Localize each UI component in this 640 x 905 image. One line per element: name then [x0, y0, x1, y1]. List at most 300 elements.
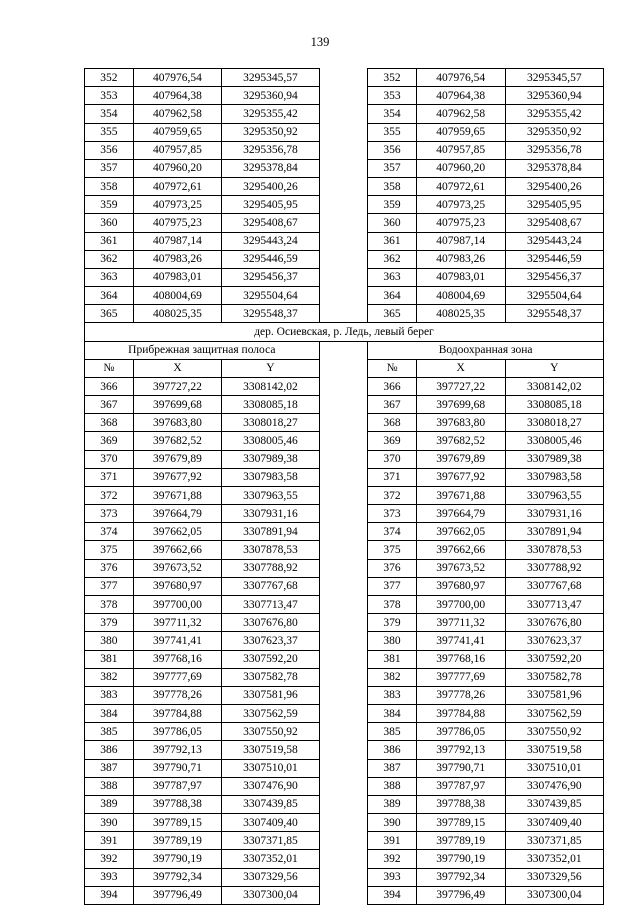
column-gap — [319, 705, 368, 723]
table-row — [85, 178, 604, 196]
right-point-number: 384 — [368, 705, 417, 723]
table-row — [85, 196, 604, 214]
right-coord-x: 407983,26 — [416, 250, 505, 268]
right-coord-y: 3307371,85 — [505, 832, 603, 850]
column-gap — [319, 287, 368, 305]
right-point-number: 373 — [368, 505, 417, 523]
left-coord-y: 3307439,85 — [222, 795, 319, 813]
table-row — [85, 668, 604, 686]
right-point-number: 366 — [368, 377, 417, 395]
left-coord-y: 3307562,59 — [222, 705, 319, 723]
right-coord-x: 397789,15 — [416, 814, 505, 832]
right-point-number: 387 — [368, 759, 417, 777]
left-coord-x: 397699,68 — [133, 396, 222, 414]
right-point-number: 380 — [368, 632, 417, 650]
left-coord-y: 3295360,94 — [222, 87, 319, 105]
left-coord-y: 3295405,95 — [222, 196, 319, 214]
left-coord-x: 407957,85 — [133, 141, 222, 159]
left-point-number: 388 — [85, 777, 134, 795]
right-coord-x: 397671,88 — [416, 486, 505, 504]
right-coord-y: 3307983,58 — [505, 468, 603, 486]
left-coord-x: 397786,05 — [133, 723, 222, 741]
right-coord-x: 407957,85 — [416, 141, 505, 159]
right-coord-y: 3295456,37 — [505, 268, 603, 286]
table-row — [85, 632, 604, 650]
left-point-number: 367 — [85, 396, 134, 414]
table-row — [85, 523, 604, 541]
column-gap — [319, 614, 368, 632]
column-gap — [319, 759, 368, 777]
left-coord-x: 407972,61 — [133, 178, 222, 196]
right-coord-x: 397778,26 — [416, 686, 505, 704]
left-point-number: 355 — [85, 123, 134, 141]
left-coord-y: 3307371,85 — [222, 832, 319, 850]
left-coord-x: 397711,32 — [133, 614, 222, 632]
left-coord-y: 3307519,58 — [222, 741, 319, 759]
table-row — [85, 505, 604, 523]
left-point-number: 391 — [85, 832, 134, 850]
table-body-top — [85, 69, 604, 323]
table-row — [85, 159, 604, 177]
right-coord-y: 3295548,37 — [505, 305, 603, 323]
left-coord-x: 397680,97 — [133, 577, 222, 595]
column-gap — [319, 159, 368, 177]
left-coord-y: 3295456,37 — [222, 268, 319, 286]
table-row — [85, 268, 604, 286]
header-number: № — [85, 359, 134, 377]
right-table-title: Водоохранная зона — [368, 341, 604, 359]
table-row — [85, 595, 604, 613]
right-point-number: 381 — [368, 650, 417, 668]
left-point-number: 389 — [85, 795, 134, 813]
right-coord-x: 407972,61 — [416, 178, 505, 196]
right-point-number: 379 — [368, 614, 417, 632]
right-coord-x: 397789,19 — [416, 832, 505, 850]
column-gap — [319, 486, 368, 504]
right-point-number: 377 — [368, 577, 417, 595]
left-point-number: 376 — [85, 559, 134, 577]
left-coord-x: 407983,26 — [133, 250, 222, 268]
column-gap — [319, 886, 368, 904]
right-coord-y: 3307352,01 — [505, 850, 603, 868]
right-point-number: 386 — [368, 741, 417, 759]
left-point-number: 382 — [85, 668, 134, 686]
right-coord-y: 3295355,42 — [505, 105, 603, 123]
right-coord-x: 397682,52 — [416, 432, 505, 450]
column-gap — [319, 123, 368, 141]
column-gap — [319, 505, 368, 523]
left-point-number: 362 — [85, 250, 134, 268]
column-gap — [319, 468, 368, 486]
right-coord-x: 397679,89 — [416, 450, 505, 468]
table-row — [85, 559, 604, 577]
left-coord-x: 397789,15 — [133, 814, 222, 832]
right-coord-x: 408025,35 — [416, 305, 505, 323]
right-coord-x: 397790,19 — [416, 850, 505, 868]
column-gap — [319, 305, 368, 323]
table-row — [85, 250, 604, 268]
left-coord-y: 3295356,78 — [222, 141, 319, 159]
column-gap — [319, 196, 368, 214]
left-point-number: 383 — [85, 686, 134, 704]
left-coord-y: 3307409,40 — [222, 814, 319, 832]
left-coord-x: 397664,79 — [133, 505, 222, 523]
left-point-number: 377 — [85, 577, 134, 595]
left-coord-y: 3307983,58 — [222, 468, 319, 486]
left-table-title: Прибрежная защитная полоса — [85, 341, 320, 359]
left-coord-x: 407976,54 — [133, 69, 222, 87]
right-coord-y: 3307989,38 — [505, 450, 603, 468]
left-point-number: 370 — [85, 450, 134, 468]
right-point-number: 361 — [368, 232, 417, 250]
right-coord-x: 407983,01 — [416, 268, 505, 286]
column-gap — [319, 214, 368, 232]
table-row — [85, 377, 604, 395]
left-point-number: 380 — [85, 632, 134, 650]
right-point-number: 394 — [368, 886, 417, 904]
left-point-number: 393 — [85, 868, 134, 886]
table-row — [85, 832, 604, 850]
column-gap — [319, 523, 368, 541]
left-coord-x: 397673,52 — [133, 559, 222, 577]
left-point-number: 354 — [85, 105, 134, 123]
table-row — [85, 886, 604, 904]
right-coord-y: 3308085,18 — [505, 396, 603, 414]
page-number: 139 — [310, 35, 330, 49]
left-coord-x: 407960,20 — [133, 159, 222, 177]
right-coord-y: 3307581,96 — [505, 686, 603, 704]
left-point-number: 381 — [85, 650, 134, 668]
left-coord-x: 397741,41 — [133, 632, 222, 650]
right-point-number: 358 — [368, 178, 417, 196]
right-coord-y: 3307439,85 — [505, 795, 603, 813]
right-coord-x: 397683,80 — [416, 414, 505, 432]
table-row — [85, 414, 604, 432]
table-row — [85, 723, 604, 741]
left-point-number: 365 — [85, 305, 134, 323]
table-row — [85, 450, 604, 468]
right-point-number: 360 — [368, 214, 417, 232]
right-point-number: 372 — [368, 486, 417, 504]
left-point-number: 353 — [85, 87, 134, 105]
right-point-number: 356 — [368, 141, 417, 159]
left-coord-y: 3295400,26 — [222, 178, 319, 196]
left-coord-y: 3295446,59 — [222, 250, 319, 268]
right-point-number: 353 — [368, 87, 417, 105]
column-gap — [319, 595, 368, 613]
right-coord-y: 3307409,40 — [505, 814, 603, 832]
right-coord-y: 3307519,58 — [505, 741, 603, 759]
right-coord-y: 3307300,04 — [505, 886, 603, 904]
left-coord-x: 397787,97 — [133, 777, 222, 795]
left-coord-y: 3295548,37 — [222, 305, 319, 323]
right-coord-x: 397677,92 — [416, 468, 505, 486]
table-row — [85, 650, 604, 668]
left-coord-y: 3307550,92 — [222, 723, 319, 741]
right-coord-x: 397662,05 — [416, 523, 505, 541]
right-point-number: 364 — [368, 287, 417, 305]
header-y: Y — [505, 359, 603, 377]
table-row — [85, 577, 604, 595]
left-point-number: 368 — [85, 414, 134, 432]
right-coord-x: 397784,88 — [416, 705, 505, 723]
right-coord-y: 3307550,92 — [505, 723, 603, 741]
left-point-number: 386 — [85, 741, 134, 759]
column-gap — [319, 559, 368, 577]
left-point-number: 373 — [85, 505, 134, 523]
left-coord-x: 397790,71 — [133, 759, 222, 777]
left-point-number: 387 — [85, 759, 134, 777]
table-row — [85, 105, 604, 123]
right-coord-y: 3307592,20 — [505, 650, 603, 668]
left-coord-y: 3307767,68 — [222, 577, 319, 595]
left-point-number: 375 — [85, 541, 134, 559]
left-coord-y: 3307329,56 — [222, 868, 319, 886]
left-point-number: 378 — [85, 595, 134, 613]
left-coord-y: 3307300,04 — [222, 886, 319, 904]
right-coord-y: 3307582,78 — [505, 668, 603, 686]
left-coord-x: 397768,16 — [133, 650, 222, 668]
right-coord-x: 397741,41 — [416, 632, 505, 650]
left-point-number: 363 — [85, 268, 134, 286]
right-point-number: 354 — [368, 105, 417, 123]
table-row — [85, 614, 604, 632]
header-x: X — [416, 359, 505, 377]
left-coord-x: 397777,69 — [133, 668, 222, 686]
column-gap — [319, 832, 368, 850]
table-row — [85, 795, 604, 813]
left-coord-y: 3307713,47 — [222, 595, 319, 613]
column-gap — [319, 105, 368, 123]
left-coord-x: 407959,65 — [133, 123, 222, 141]
left-point-number: 357 — [85, 159, 134, 177]
right-coord-y: 3295443,24 — [505, 232, 603, 250]
left-coord-x: 397671,88 — [133, 486, 222, 504]
left-coord-y: 3295443,24 — [222, 232, 319, 250]
column-gap — [319, 650, 368, 668]
table-row — [85, 741, 604, 759]
left-coord-y: 3295504,64 — [222, 287, 319, 305]
left-coord-y: 3307878,53 — [222, 541, 319, 559]
right-coord-y: 3308005,46 — [505, 432, 603, 450]
right-coord-x: 397787,97 — [416, 777, 505, 795]
column-gap — [319, 668, 368, 686]
right-point-number: 391 — [368, 832, 417, 850]
right-point-number: 392 — [368, 850, 417, 868]
coordinates-table — [84, 68, 604, 905]
right-point-number: 363 — [368, 268, 417, 286]
column-gap — [319, 359, 368, 377]
table-row — [85, 305, 604, 323]
left-point-number: 366 — [85, 377, 134, 395]
left-coord-y: 3307581,96 — [222, 686, 319, 704]
right-coord-x: 397788,38 — [416, 795, 505, 813]
right-coord-x: 407964,38 — [416, 87, 505, 105]
column-gap — [319, 87, 368, 105]
left-coord-y: 3308085,18 — [222, 396, 319, 414]
left-coord-y: 3307623,37 — [222, 632, 319, 650]
left-coord-x: 397662,05 — [133, 523, 222, 541]
left-coord-x: 397796,49 — [133, 886, 222, 904]
title-row — [85, 341, 604, 359]
left-coord-y: 3295408,67 — [222, 214, 319, 232]
left-point-number: 390 — [85, 814, 134, 832]
right-point-number: 368 — [368, 414, 417, 432]
left-coord-y: 3307352,01 — [222, 850, 319, 868]
table-row — [85, 468, 604, 486]
table-row — [85, 123, 604, 141]
right-point-number: 370 — [368, 450, 417, 468]
left-coord-y: 3308142,02 — [222, 377, 319, 395]
right-point-number: 357 — [368, 159, 417, 177]
right-coord-x: 397792,34 — [416, 868, 505, 886]
column-gap — [319, 377, 368, 395]
left-point-number: 364 — [85, 287, 134, 305]
left-point-number: 352 — [85, 69, 134, 87]
right-point-number: 388 — [368, 777, 417, 795]
right-coord-y: 3307562,59 — [505, 705, 603, 723]
table-row — [85, 686, 604, 704]
left-coord-x: 408004,69 — [133, 287, 222, 305]
right-point-number: 362 — [368, 250, 417, 268]
right-coord-y: 3307329,56 — [505, 868, 603, 886]
left-coord-y: 3307963,55 — [222, 486, 319, 504]
left-point-number: 371 — [85, 468, 134, 486]
left-coord-x: 407987,14 — [133, 232, 222, 250]
header-x: X — [133, 359, 222, 377]
table-row — [85, 214, 604, 232]
table-row — [85, 141, 604, 159]
right-coord-y: 3295446,59 — [505, 250, 603, 268]
left-coord-y: 3295350,92 — [222, 123, 319, 141]
left-coord-x: 397790,19 — [133, 850, 222, 868]
column-gap — [319, 814, 368, 832]
right-coord-y: 3307788,92 — [505, 559, 603, 577]
left-point-number: 374 — [85, 523, 134, 541]
right-coord-y: 3307623,37 — [505, 632, 603, 650]
right-point-number: 367 — [368, 396, 417, 414]
left-point-number: 372 — [85, 486, 134, 504]
left-coord-y: 3307592,20 — [222, 650, 319, 668]
left-coord-x: 397700,00 — [133, 595, 222, 613]
right-coord-y: 3307878,53 — [505, 541, 603, 559]
right-point-number: 383 — [368, 686, 417, 704]
left-coord-x: 397792,13 — [133, 741, 222, 759]
left-point-number: 360 — [85, 214, 134, 232]
right-coord-x: 407987,14 — [416, 232, 505, 250]
right-point-number: 359 — [368, 196, 417, 214]
right-coord-y: 3295360,94 — [505, 87, 603, 105]
table-row — [85, 868, 604, 886]
left-coord-x: 397679,89 — [133, 450, 222, 468]
left-point-number: 392 — [85, 850, 134, 868]
right-point-number: 378 — [368, 595, 417, 613]
right-coord-y: 3307676,80 — [505, 614, 603, 632]
header-row — [85, 359, 604, 377]
column-gap — [319, 541, 368, 559]
right-coord-y: 3307510,01 — [505, 759, 603, 777]
right-coord-y: 3308018,27 — [505, 414, 603, 432]
right-coord-y: 3295504,64 — [505, 287, 603, 305]
column-gap — [319, 396, 368, 414]
right-point-number: 390 — [368, 814, 417, 832]
column-gap — [319, 741, 368, 759]
table-row — [85, 777, 604, 795]
table-row — [85, 541, 604, 559]
left-coord-x: 397788,38 — [133, 795, 222, 813]
left-point-number: 358 — [85, 178, 134, 196]
left-coord-y: 3307989,38 — [222, 450, 319, 468]
left-coord-y: 3307476,90 — [222, 777, 319, 795]
column-gap — [319, 686, 368, 704]
right-coord-y: 3307476,90 — [505, 777, 603, 795]
column-gap — [319, 795, 368, 813]
table-row — [85, 705, 604, 723]
table-row — [85, 814, 604, 832]
right-coord-y: 3307713,47 — [505, 595, 603, 613]
header-y: Y — [222, 359, 319, 377]
table-row — [85, 232, 604, 250]
left-coord-x: 397677,92 — [133, 468, 222, 486]
right-point-number: 393 — [368, 868, 417, 886]
table-row — [85, 432, 604, 450]
right-coord-x: 397711,32 — [416, 614, 505, 632]
right-coord-y: 3308142,02 — [505, 377, 603, 395]
right-coord-x: 397777,69 — [416, 668, 505, 686]
left-coord-x: 397778,26 — [133, 686, 222, 704]
left-coord-y: 3307582,78 — [222, 668, 319, 686]
column-gap — [319, 868, 368, 886]
right-point-number: 389 — [368, 795, 417, 813]
column-gap — [319, 341, 368, 359]
right-coord-x: 407962,58 — [416, 105, 505, 123]
right-coord-x: 407960,20 — [416, 159, 505, 177]
left-coord-x: 407975,23 — [133, 214, 222, 232]
header-number: № — [368, 359, 417, 377]
table-row — [85, 759, 604, 777]
table-body-bottom — [85, 377, 604, 904]
left-coord-x: 397682,52 — [133, 432, 222, 450]
left-point-number: 384 — [85, 705, 134, 723]
left-coord-x: 407973,25 — [133, 196, 222, 214]
right-coord-x: 408004,69 — [416, 287, 505, 305]
column-gap — [319, 178, 368, 196]
left-coord-x: 407962,58 — [133, 105, 222, 123]
right-point-number: 382 — [368, 668, 417, 686]
left-coord-x: 397789,19 — [133, 832, 222, 850]
right-coord-x: 407973,25 — [416, 196, 505, 214]
column-gap — [319, 777, 368, 795]
right-coord-x: 397662,66 — [416, 541, 505, 559]
right-coord-x: 397664,79 — [416, 505, 505, 523]
right-coord-x: 397673,52 — [416, 559, 505, 577]
column-gap — [319, 450, 368, 468]
right-point-number: 355 — [368, 123, 417, 141]
left-coord-y: 3308005,46 — [222, 432, 319, 450]
table-row — [85, 486, 604, 504]
left-point-number: 356 — [85, 141, 134, 159]
left-coord-y: 3307510,01 — [222, 759, 319, 777]
left-coord-x: 397727,22 — [133, 377, 222, 395]
right-coord-x: 407975,23 — [416, 214, 505, 232]
right-coord-y: 3295378,84 — [505, 159, 603, 177]
right-coord-y: 3295345,57 — [505, 69, 603, 87]
column-gap — [319, 632, 368, 650]
right-coord-x: 397786,05 — [416, 723, 505, 741]
left-point-number: 385 — [85, 723, 134, 741]
left-coord-y: 3307676,80 — [222, 614, 319, 632]
right-coord-y: 3295408,67 — [505, 214, 603, 232]
